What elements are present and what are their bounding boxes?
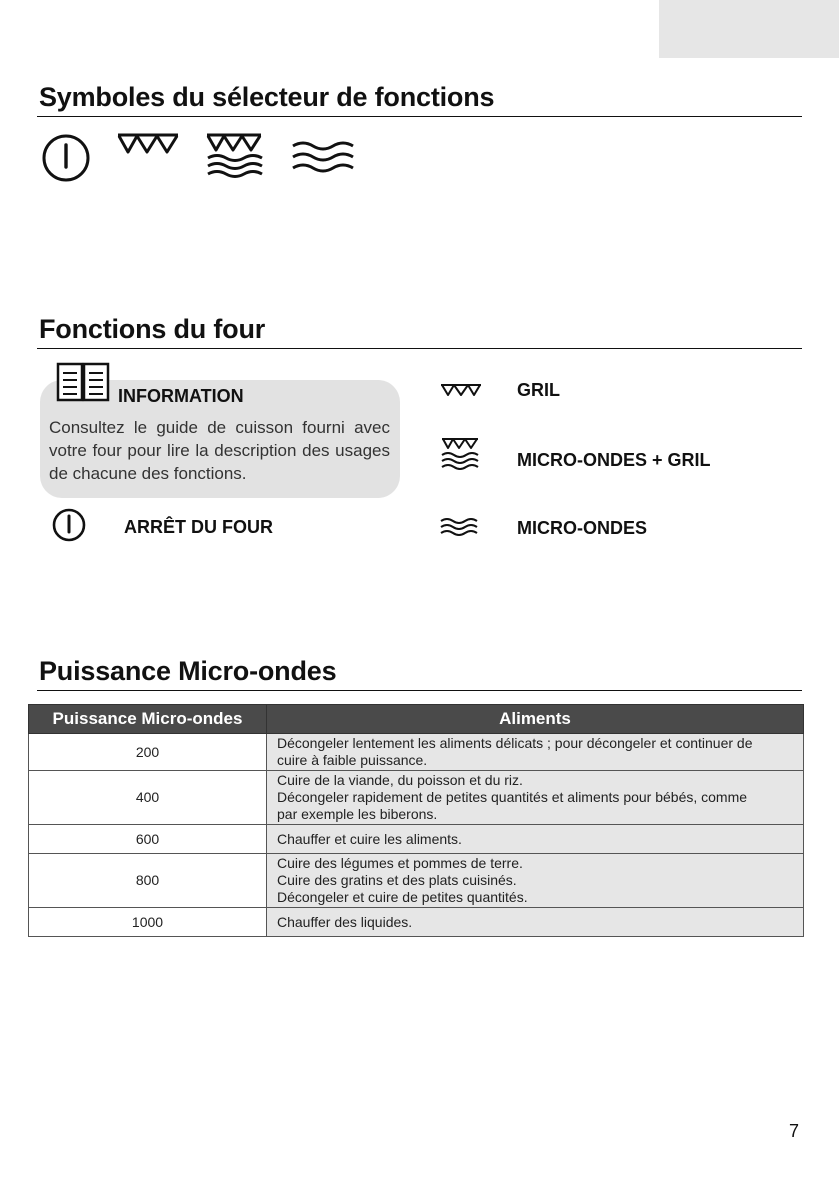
- microwave-grill-icon: [441, 437, 481, 471]
- description-line: Décongeler et cuire de petites quantités.: [277, 889, 528, 905]
- food-description: [267, 854, 804, 908]
- grill-icon: [116, 132, 180, 156]
- table-row: [29, 734, 804, 771]
- section-title-symbols: Symboles du sélecteur de fonctions: [39, 82, 495, 112]
- section-rule: [37, 348, 802, 349]
- info-text: Consultez le guide de cuisson fourni avec votre four pour lire la description des usages de chacune des fonctions.: [49, 418, 390, 483]
- table-row: [29, 854, 804, 908]
- section-title-oven-functions: Fonctions du four: [39, 314, 266, 344]
- section-rule: [37, 116, 802, 117]
- table-row: [29, 908, 804, 937]
- function-label-grill: GRIL: [517, 380, 560, 400]
- power-value: 600: [29, 825, 267, 854]
- info-title: INFORMATION: [118, 386, 244, 406]
- table-header-foods: Aliments: [267, 705, 804, 734]
- table-row: [29, 825, 804, 854]
- microwave-icon: [291, 138, 355, 176]
- description-line: Cuire de la viande, du poisson et du riz.: [277, 772, 523, 788]
- function-label-off: ARRÊT DU FOUR: [124, 517, 273, 537]
- description-line: Décongeler rapidement de petites quantités et aliments pour bébés, comme: [277, 789, 748, 805]
- power-icon: [52, 508, 88, 542]
- grill-icon: [440, 383, 482, 397]
- description-line: Décongeler lentement les aliments délicats ; pour décongeler et continuer de: [277, 735, 753, 751]
- power-value: 400: [29, 771, 267, 825]
- food-description: [267, 825, 804, 854]
- function-label-microwave: MICRO-ONDES: [517, 518, 647, 538]
- food-description: [267, 908, 804, 937]
- description-line: Chauffer des liquides.: [277, 913, 413, 930]
- description-line: par exemple les biberons.: [277, 806, 438, 822]
- section-rule: [37, 690, 802, 691]
- power-table: [28, 704, 804, 937]
- food-description: [267, 771, 804, 825]
- corner-tab: [659, 0, 839, 58]
- food-description: [267, 734, 804, 771]
- table-header-row: [29, 705, 804, 734]
- microwave-grill-icon: [205, 132, 265, 182]
- power-icon: [41, 133, 93, 183]
- book-icon: [56, 362, 112, 404]
- description-line: cuire à faible puissance.: [277, 752, 428, 768]
- table-header-power: Puissance Micro-ondes: [29, 705, 267, 734]
- power-value: 1000: [29, 908, 267, 937]
- description-line: Cuire des gratins et des plats cuisinés.: [277, 872, 517, 888]
- description-line: Cuire des légumes et pommes de terre.: [277, 855, 523, 871]
- page-number: 7: [789, 1121, 800, 1141]
- section-title-microwave-power: Puissance Micro-ondes: [39, 656, 337, 686]
- power-value: 200: [29, 734, 267, 771]
- microwave-icon: [440, 516, 480, 538]
- table-row: [29, 771, 804, 825]
- function-label-microwave-grill: MICRO-ONDES + GRIL: [517, 450, 711, 470]
- power-value: 800: [29, 854, 267, 908]
- description-line: Chauffer et cuire les aliments.: [277, 830, 462, 847]
